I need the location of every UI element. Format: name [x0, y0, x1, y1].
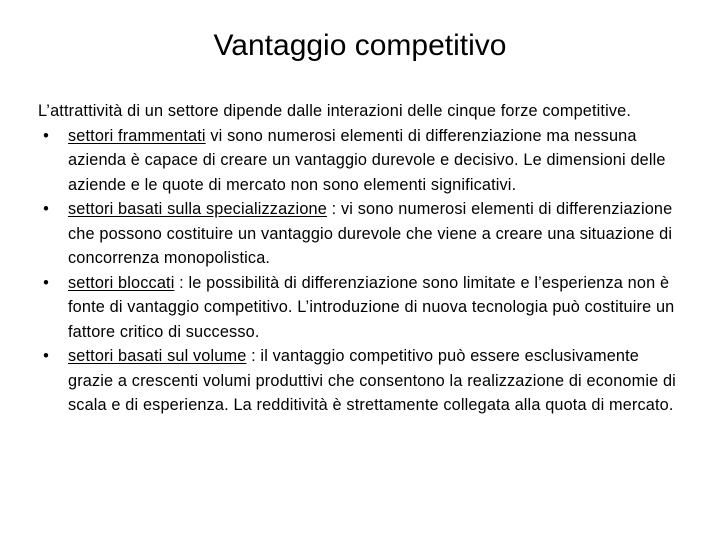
bullet-icon: •	[43, 347, 49, 365]
bullet-term: settori bloccati	[68, 273, 175, 292]
bullet-icon: •	[43, 126, 49, 145]
bullet-term: settori frammentati	[68, 126, 206, 145]
bullet-item-settori-bloccati	[38, 271, 688, 345]
slide-title: Vantaggio competitivo	[213, 29, 507, 62]
bullet-text: : il vantaggio competitivo può essere esclusivamente grazie a crescenti volumi produttivi che consentono la realizzazione di economie di scala e di esperienza. La redditività è strettamente collegata alla quota di mercato.	[68, 347, 676, 414]
bullet-item-settori-specializzazione	[38, 197, 688, 271]
bullet-icon: •	[43, 200, 49, 218]
bullet-icon: •	[43, 273, 49, 292]
bullet-item-settori-frammentati	[38, 124, 688, 198]
bullet-term: settori basati sulla specializzazione	[68, 200, 327, 218]
bullet-text: : le possibilità di differenziazione sono limitate e l’esperienza non è fonte di vantaggio competitivo. L’introduzione di nuova tecnologia può costituire un fattore critico di successo.	[68, 273, 675, 341]
bullet-text: : vi sono numerosi elementi di differenziazione che possono costituire un vantaggio durevole che viene a creare una situazione di concorrenza monopolistica.	[68, 200, 673, 267]
intro-paragraph: L’attrattività di un settore dipende dalle interazioni delle cinque forze competitive.	[38, 102, 632, 120]
bullet-list	[38, 124, 688, 418]
bullet-item-settori-volume	[38, 344, 688, 418]
bullet-term: settori basati sul volume	[68, 347, 247, 365]
bullet-text: vi sono numerosi elementi di differenziazione ma nessuna azienda è capace di creare un vantaggio durevole e decisivo. Le dimensioni delle aziende e le quote di mercato non sono elementi significativi.	[68, 126, 666, 194]
slide-body	[38, 99, 688, 418]
